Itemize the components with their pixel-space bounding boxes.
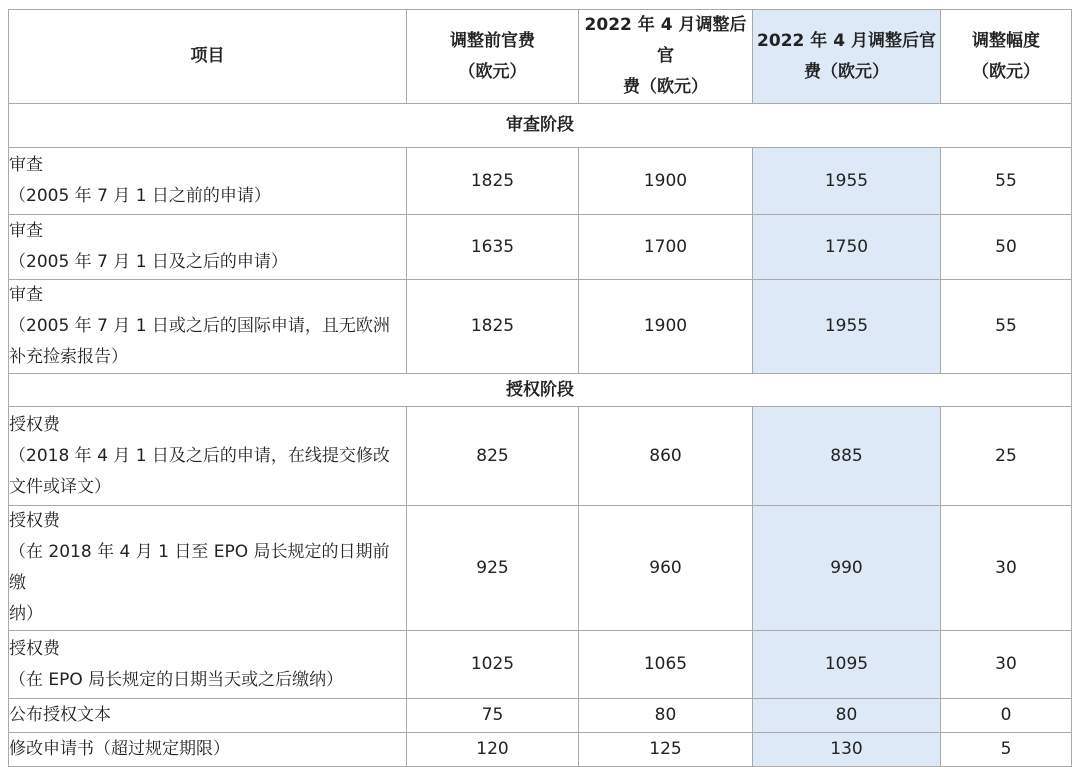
row-before: 75 xyxy=(407,699,579,733)
row-item: 授权费 （在 2018 年 4 月 1 日至 EPO 局长规定的日期前缴 纳） xyxy=(9,506,407,631)
row-item: 审查 （2005 年 7 月 1 日或之后的国际申请，且无欧洲 补充捡索报告） xyxy=(9,280,407,374)
row-after-a: 960 xyxy=(579,506,753,631)
section-row-grant xyxy=(9,374,1072,407)
row-after-b: 1750 xyxy=(753,215,941,280)
row-item: 审查 （2005 年 7 月 1 日之前的申请） xyxy=(9,148,407,215)
row-before: 925 xyxy=(407,506,579,631)
table-row xyxy=(9,699,1072,733)
row-after-a: 1065 xyxy=(579,631,753,699)
row-after-b: 1955 xyxy=(753,280,941,374)
table-row xyxy=(9,407,1072,506)
table-row xyxy=(9,506,1072,631)
header-before: 调整前官费 （欧元） xyxy=(407,10,579,104)
row-after-b: 1955 xyxy=(753,148,941,215)
row-before: 1825 xyxy=(407,280,579,374)
row-delta: 55 xyxy=(941,148,1072,215)
table-row xyxy=(9,280,1072,374)
fee-table xyxy=(8,9,1072,767)
row-item: 审查 （2005 年 7 月 1 日及之后的申请） xyxy=(9,215,407,280)
section-grant-label: 授权阶段 xyxy=(9,374,1072,407)
row-after-a: 860 xyxy=(579,407,753,506)
row-delta: 55 xyxy=(941,280,1072,374)
header-delta: 调整幅度 （欧元） xyxy=(941,10,1072,104)
row-item: 修改申请书（超过规定期限） xyxy=(9,733,407,767)
header-after-a: 2022 年 4 月调整后官 费（欧元） xyxy=(579,10,753,104)
row-delta: 25 xyxy=(941,407,1072,506)
row-item: 授权费 （2018 年 4 月 1 日及之后的申请，在线提交修改 文件或译文） xyxy=(9,407,407,506)
row-after-a: 80 xyxy=(579,699,753,733)
row-delta: 50 xyxy=(941,215,1072,280)
row-before: 1825 xyxy=(407,148,579,215)
row-delta: 30 xyxy=(941,506,1072,631)
row-after-b: 130 xyxy=(753,733,941,767)
row-after-a: 1700 xyxy=(579,215,753,280)
section-exam-label: 审查阶段 xyxy=(9,104,1072,148)
header-row xyxy=(9,10,1072,104)
row-item: 公布授权文本 xyxy=(9,699,407,733)
row-before: 825 xyxy=(407,407,579,506)
row-delta: 5 xyxy=(941,733,1072,767)
row-after-b: 885 xyxy=(753,407,941,506)
row-after-b: 80 xyxy=(753,699,941,733)
header-item: 项目 xyxy=(9,10,407,104)
row-before: 1025 xyxy=(407,631,579,699)
row-after-a: 125 xyxy=(579,733,753,767)
table-row xyxy=(9,631,1072,699)
row-item: 授权费 （在 EPO 局长规定的日期当天或之后缴纳） xyxy=(9,631,407,699)
row-before: 1635 xyxy=(407,215,579,280)
header-after-b: 2022 年 4 月调整后官 费（欧元） xyxy=(753,10,941,104)
table-row xyxy=(9,215,1072,280)
section-row-exam xyxy=(9,104,1072,148)
table-row xyxy=(9,733,1072,767)
row-after-a: 1900 xyxy=(579,148,753,215)
row-after-a: 1900 xyxy=(579,280,753,374)
row-delta: 0 xyxy=(941,699,1072,733)
row-after-b: 1095 xyxy=(753,631,941,699)
row-delta: 30 xyxy=(941,631,1072,699)
table-row xyxy=(9,148,1072,215)
row-after-b: 990 xyxy=(753,506,941,631)
row-before: 120 xyxy=(407,733,579,767)
